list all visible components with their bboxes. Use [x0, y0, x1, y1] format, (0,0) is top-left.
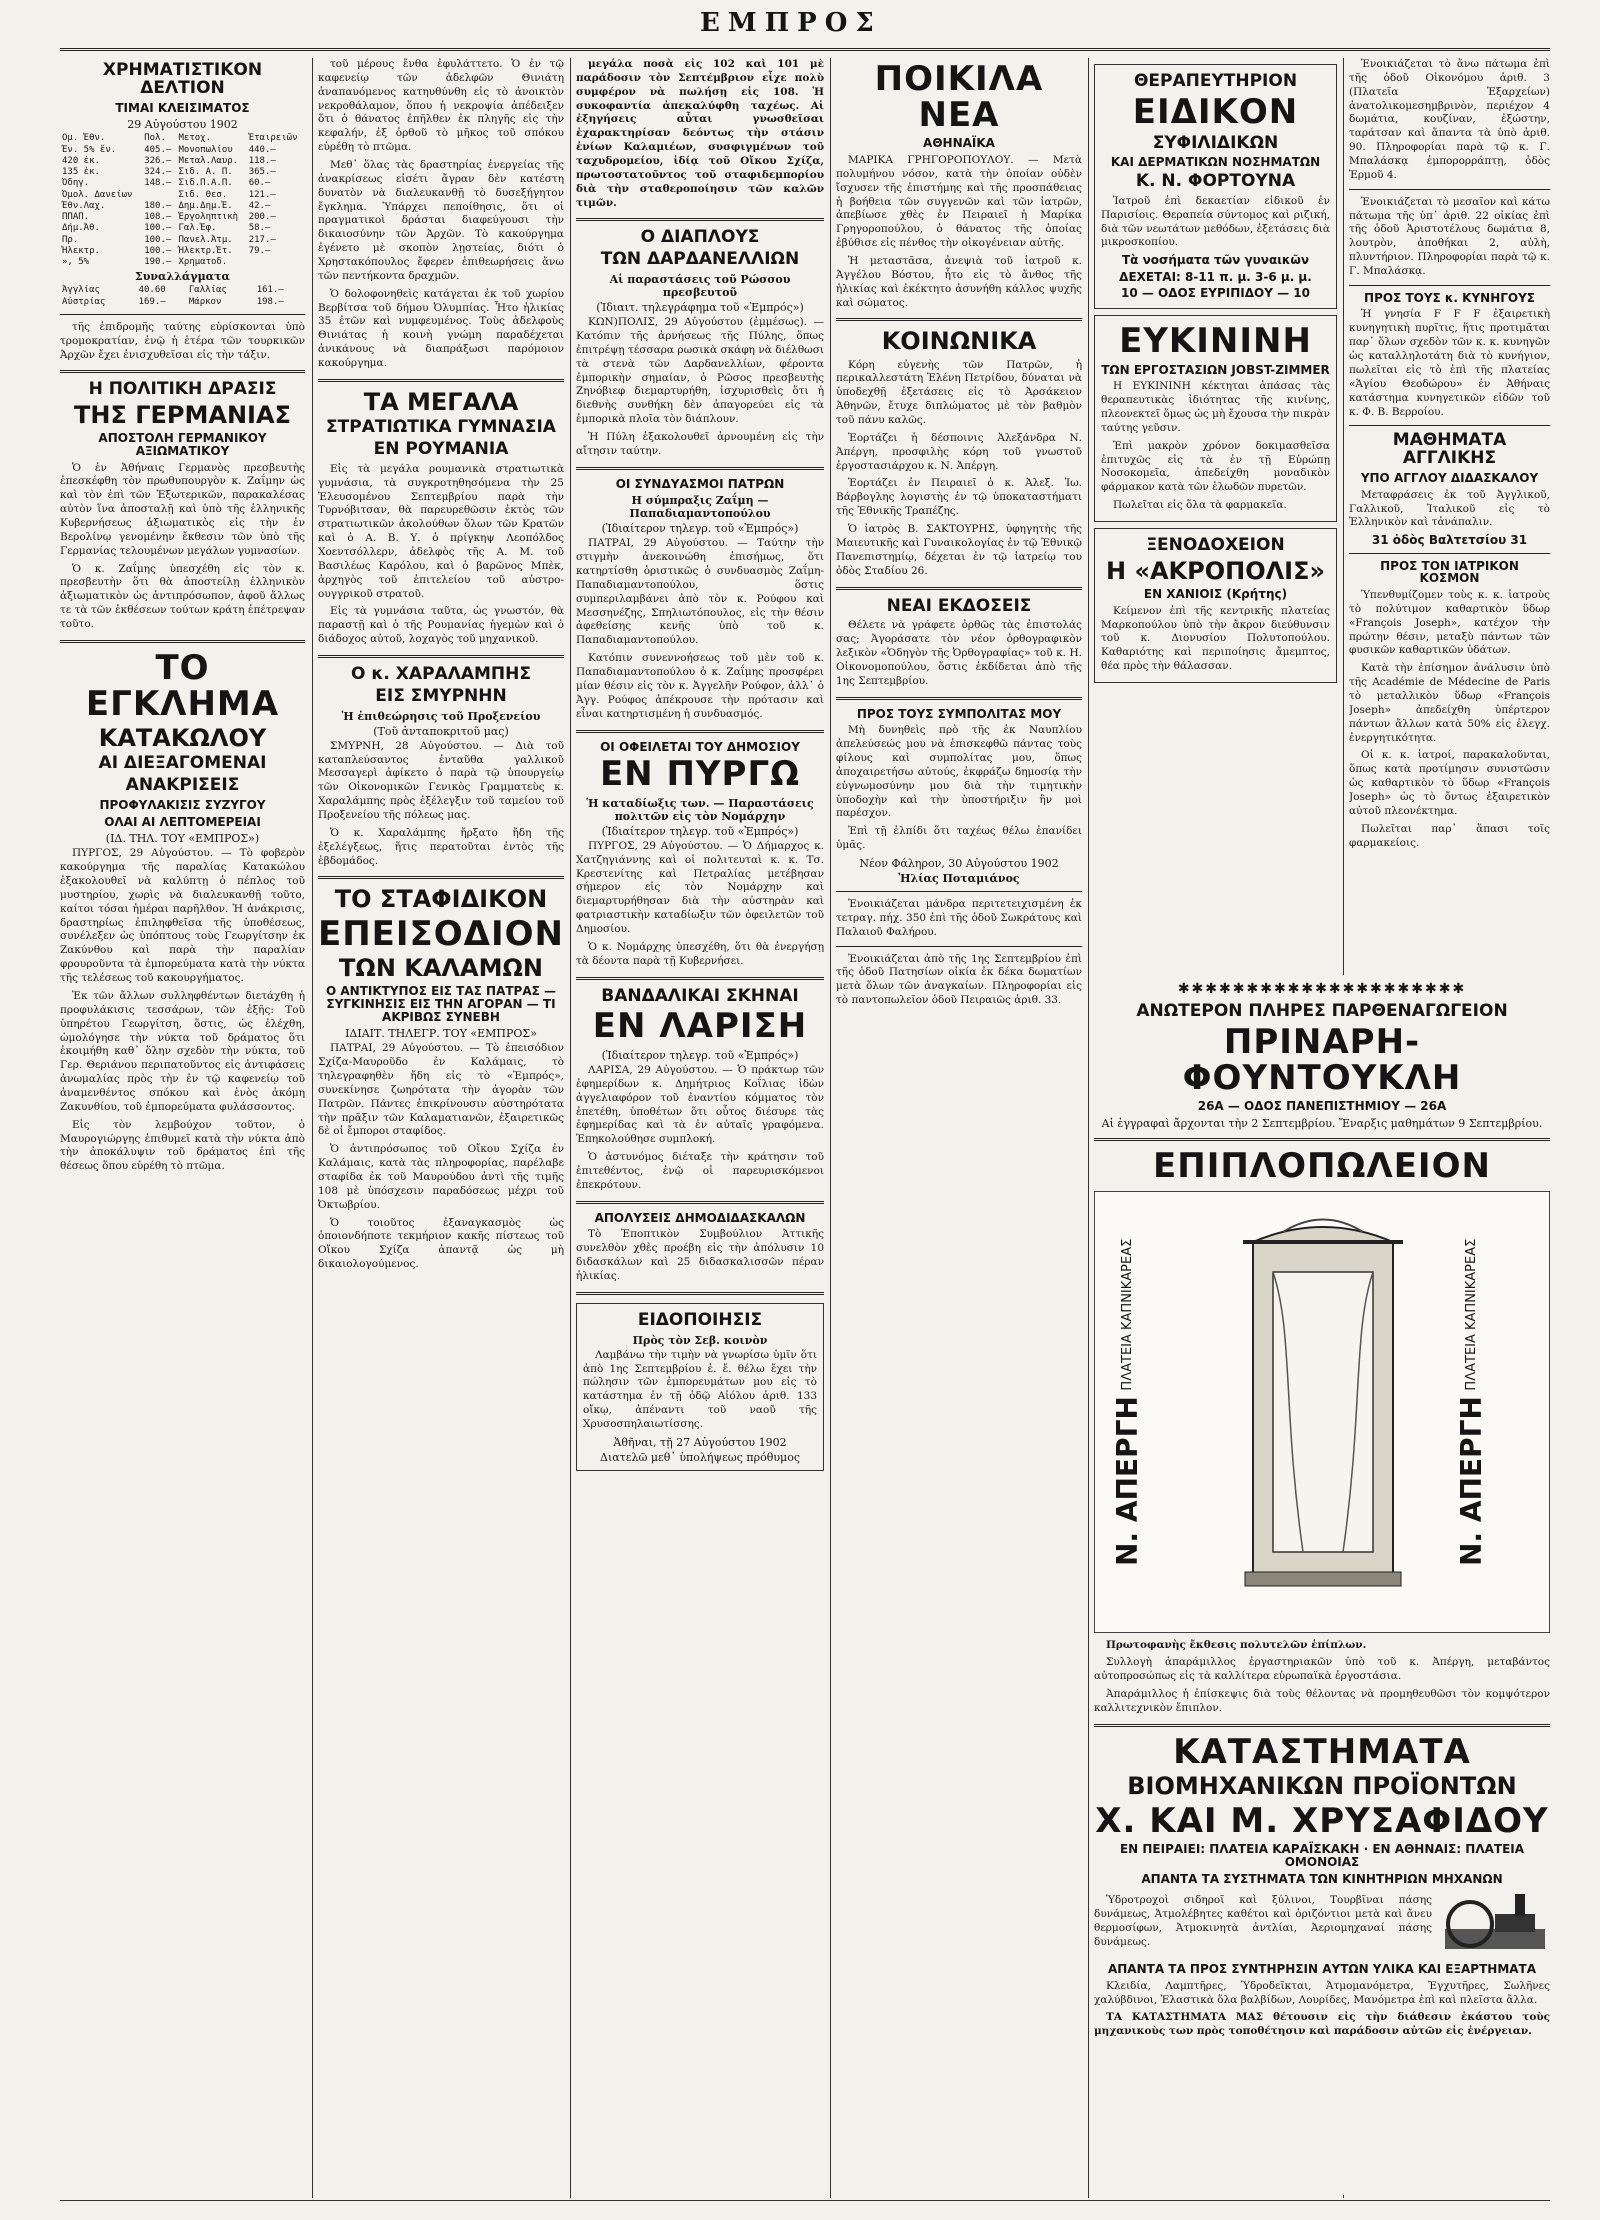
headline: Ο κ. ΧΑΡΑΛΑΜΠΗΣ: [350, 663, 531, 684]
table-header: Ομ. Ἐθν.: [62, 133, 106, 144]
divider: [576, 1201, 824, 1204]
divider: [60, 370, 305, 373]
article-text: ΚΩΝ)ΠΟΛΙΣ, 29 Αὐγούστου (ἐμμέσως). — Κατόπιν τῆς ἀρνήσεως τῆς Πύλης, ὅπως ἐπιτρέψῃ τέσσαρα ρωσικὰ σκάφη νὰ διέλθωσι τὰ στενὰ τῶν Δαρδανελλίων, φέροντα ἐμπορικὴν σημαίαν, ὁ Ρῶσος πρεσβευτὴς Ζηνόβιεφ διεμαρτυρήθη, ἰσχυρισθεὶς ὅτι ἡ διεθνὴς συνθήκη δὲν ἀπαγορεύει εἰς τὰ ἐμπορικὰ πλοῖα τὸν διάπλουν.: [576, 316, 824, 426]
masthead: [60, 6, 1550, 51]
divider: [836, 891, 1082, 892]
table-cell: 200.—: [248, 212, 276, 223]
article-text: Ὁ κ. Νομάρχης ὑπεσχέθη, ὅτι θὰ ἐνεργήσῃ τὰ δέοντα παρὰ τῇ Κυβερνήσει.: [576, 940, 824, 967]
ad-address: 31 ὁδὸς Βαλτετσίου 31: [1371, 533, 1528, 548]
article-text: Ὁ κ. Ζαΐμης ὑπεσχέθη εἰς τὸν κ. πρεσβευτὴν ὅτι θὰ ἀποστείλῃ ἑλληνικὸν ἀξιωματικὸν ὡς ἀντιπρόσωπον, ἀφοῦ ἄλλως τε τὰ τῶν ἐκθέσεων τούτων κράτη ἐπέτρεψαν τοῦτο.: [60, 562, 305, 631]
table-cell: Χρηματοδ.: [178, 257, 228, 268]
table-cell: 365.—: [248, 167, 276, 178]
table-header: Μετοχ.: [178, 133, 212, 144]
divider: [576, 218, 824, 221]
ad-text: Κλειδία, Λαμπτῆρες, Ὑδροδεῖκται, Ἀτμομανόμετρα, Ἐγχυτῆρες, Σωλῆνες χαλύβδινοι, Ἐλαστικὰ ὅλα βαλβίδων, Λουρίδες, Μανόμετρα ἐπὶ καὶ πλεῖστα ἄλλα.: [1094, 1979, 1550, 2006]
subheadline: ΕΝ ΧΑΝΙΟΙΣ (Κρήτης): [1143, 587, 1288, 602]
article-text: Ὁ κ. Χαραλάμπης ἤρξατο ἤδη τῆς ἐξελέγξεως, ἥτις περατοῦται ἐντὸς τῆς ἑβδομάδος.: [318, 826, 564, 867]
divider: [318, 655, 564, 658]
table-cell: Πρ.: [62, 234, 79, 245]
table-cell: 100.—: [144, 245, 172, 256]
table-cell: Ἐν. 5% ἔν.: [62, 144, 117, 155]
ad-text: Ἡ γνησία F F F ἐξαιρετικὴ κυνηγητικὴ πυρῖτις, ἥτις προτιμᾶται παρ᾽ ὅλων σχεδὸν τῶν κ. κ. κυνηγῶν ὡς καταλληλοτάτη διὰ τὸ κυνήγιον, πωλεῖται εἰς τὸ ἐπὶ τῆς πλατείας «Ἁγίου Θεοδώρου» ἐν Ἀθήναις κατάστημα κυνηγετικῶν εἰδῶν τοῦ κ. Φ. Β. Βερροίου.: [1349, 308, 1550, 418]
article-text: Ὁ ἰατρὸς Β. ΣΑΚΤΟΥΡΗΣ, ὑφηγητὴς τῆς Μαιευτικῆς καὶ Γυναικολογίας ἐν τῷ Ἐθνικῷ Πανεπιστημίῳ, δέχεται ἐν τῷ ἰατρείῳ του ὁδὸς Σταδίου 26.: [836, 523, 1082, 577]
classified-ad: Ἐνοικιάζεται ἀπὸ τῆς 1ης Σεπτεμβρίου ἐπὶ τῆς ὁδοῦ Πατησίων οἰκία ἐκ δέκα δωματίων μετὰ ὅλων τῶν ἀναγκαίων. Πληροφορίαι εἰς τὸ παντοπωλεῖον ὁδοῦ Πειραιῶς ἀριθ. 33.: [836, 952, 1082, 1007]
ad-address: 10 — ΟΔΟΣ ΕΥΡΙΠΙΔΟΥ — 10: [1120, 286, 1310, 301]
column-rule: [830, 58, 831, 2198]
article-text: ΠΥΡΓΟΣ, 29 Αὐγούστου. — Τὸ φοβερὸν κακούργημα τῆς παραλίας Κατακώλου ἐξακολουθεῖ νὰ καλύπτῃ ὁ πέπλος τοῦ μυστηρίου, χωρὶς νὰ διαλευκανθῇ τοῦτο, καίτοι τόσαι ἡμέραι παρῆλθον. Ἡ ἀνάκρισις, δραστηρίως ἐπιληφθεῖσα τῆς ὑποθέσεως, συνέλεξεν ὡς ὑπόπτους τοὺς Γεωργίτσην ἐκ Ζακύνθου καὶ παρὰ τὴν παραλίαν φρουροῦντα τὰ ἐμπορεύματα κατὰ τὴν νύκτα τῆς τελέσεως τοῦ κακουργήματος.: [60, 847, 305, 985]
article-text: ΣΜΥΡΝΗ, 28 Αὐγούστου. — Διὰ τοῦ καταπλεύσαντος ἐνταῦθα γαλλικοῦ Μεσσαγερὶ ἀφίκετο ὁ παρὰ τῷ ὑπουργείῳ τῶν Οἰκονομικῶν Γενικὸς Γραμματεὺς κ. Χαραλάμπης πρὸς ἐξέλεγξιν τοῦ ταμείου τοῦ Προξενείου τῆς πόλεως μας.: [318, 739, 564, 821]
table-cell: Ὀδηγ.: [62, 178, 90, 189]
headline: Χ. ΚΑΙ Μ. ΧΡΥΣΑΦΙΔΟΥ: [1095, 1800, 1549, 1841]
divider: [1094, 1138, 1550, 1141]
table-row: [60, 285, 305, 296]
table-cell: Δήμ.Ἀθ.: [62, 223, 100, 234]
table-cell: Ἀγγλίας: [62, 285, 100, 296]
source-line: (Ἰδιαίτερον τηλεγρ. τοῦ «Ἐμπρός»): [601, 522, 799, 536]
article-text: Ὁ ἀστυνόμος διέταξε τὴν κράτησιν τοῦ ἐπιτεθέντος, ἐνῷ οἱ παρευρισκόμενοι ἐπεκρότουν.: [576, 1151, 824, 1191]
divider: [576, 467, 824, 470]
headline: ΒΑΝΔΑΛΙΚΑΙ ΣΚΗΝΑΙ: [601, 985, 799, 1006]
divider: [576, 977, 824, 980]
source-line: (ΙΔ. ΤΗΛ. ΤΟΥ «ΕΜΠΡΟΣ»): [105, 832, 260, 846]
column-2: [318, 58, 564, 2198]
table-cell: 121.—: [248, 189, 276, 200]
notice-date: Νέον Φάληρον, 30 Αὐγούστου 1902: [859, 856, 1059, 870]
headline: ΟΙ ΣΥΝΔΥΑΣΜΟΙ ΠΑΤΡΩΝ: [615, 476, 785, 491]
headline: ΕΠΙΠΛΟΠΩΛΕΙΟΝ: [1153, 1145, 1491, 1186]
table-row: [60, 201, 305, 212]
table-row: [60, 235, 305, 246]
divider: [576, 730, 824, 733]
subheadline: ΥΠΟ ΑΓΓΛΟΥ ΔΙΔΑΣΚΑΛΟΥ: [1360, 471, 1539, 486]
table-cell: Δημ.Δημ.Ἐ.: [178, 200, 233, 211]
headline: ΚΑΤΑΣΤΗΜΑΤΑ: [1173, 1731, 1471, 1772]
side-label: [1111, 1232, 1191, 1572]
shop-name: Ν. ΑΠΕΡΓΗ: [1111, 1395, 1144, 1566]
article-text: Ἡ Πύλη ἐξακολουθεῖ ἀρνουμένη εἰς τὴν αἴτησιν ταύτην.: [576, 431, 824, 457]
headline: ΠΡΟΣ ΤΟΥΣ κ. ΚΥΝΗΓΟΥΣ: [1364, 290, 1535, 305]
table-cell: 58.—: [248, 223, 271, 234]
headline: Ο ΔΙΑΠΛΟΥΣ: [640, 227, 760, 248]
exchange-table: [60, 285, 305, 308]
article-text: Εἰς τὰ γυμνάσια ταῦτα, ὡς γνωστόν, θὰ παραστῇ καὶ ὁ τῆς Ρουμανίας ἡγεμὼν καὶ ὁ διάδοχος αὐτοῦ, λοχαγὸς τοῦ μηχανικοῦ.: [318, 605, 564, 646]
column-1: [60, 58, 305, 2198]
table-cell: 324.—: [144, 167, 172, 178]
ad-text: Κείμενον ἐπὶ τῆς κεντρικῆς πλατείας Μαρκοπούλου ὑπὸ τὴν ἄκρον διεύθυνσιν τοῦ κ. Διονυσίου Πολυτοπούλου. Καθαριότης καὶ περιποίησις ἄμεμπτος, θέα πρὸς τὴν θάλασσαν.: [1101, 604, 1330, 673]
table-cell: Σιδ. Θεσ.: [178, 189, 228, 200]
article-text: τοῦ μέρους ἔνθα ἐφυλάττετο. Ὁ ἐν τῷ καφενείῳ τῶν ἀδελφῶν Θινιάτη ἀναπαυόμενος κατηυθύνθη εἰς τὸ ἀνοικτὸν νεκροθάλαμον, ὅπου ἡ νεκροψία ἀπέδειξεν ὅτι ὁ θάνατος ἐπῆλθεν ἐκ πληγῆς εἰς τὴν κεφαλήν, ἐξ ὀρθοῦ τὸ μῆκος τοῦ σπόκου εὑρέθη τὸ πτῶμα.: [318, 58, 564, 154]
subheadline: Ἡ καταδίωξις των. — Παραστάσεις πολιτῶν εἰς τὸν Νομάρχην: [586, 796, 814, 823]
market-subtitle: ΤΙΜΑΙ ΚΛΕΙΣΙΜΑΤΟΣ: [115, 100, 250, 115]
ad-text: Πωλεῖται εἰς ὅλα τὰ φαρμακεῖα.: [1113, 499, 1287, 512]
shop-place: ΠΛΑΤΕΙΑ ΚΑΠΝΙΚΑΡΕΑΣ: [1120, 1237, 1135, 1390]
divider: [1349, 425, 1550, 426]
classified-ad: Ἐνοικιάζεται μάνδρα περιτετειχισμένη ἐκ τετραγ. πήχ. 350 ἐπὶ τῆς ὁδοῦ Σωκράτους καὶ Παλαιοῦ Φαλήρου.: [836, 897, 1082, 938]
headline: ΕΝ ΠΥΡΓΩ: [599, 754, 801, 795]
headline: ΠΡΙΝΑΡΗ-ΦΟΥΝΤΟΥΚΛΗ: [1182, 1021, 1462, 1098]
ad-text: Η ΕΥΚΙΝΙΝΗ κέκτηται ἁπάσας τὰς θεραπευτικὰς ἰδιότητας τῆς κινίνης, πλεονεκτεῖ ὅμως ὡς μὴ ἔχουσα τὴν πικρὰν ταύτης γεῦσιν.: [1101, 380, 1330, 434]
subheadline: ΟΛΑΙ ΑΙ ΛΕΠΤΟΜΕΡΕΙΑΙ: [104, 814, 261, 829]
headline: ΤΟ ΣΤΑΦΙΔΙΚΟΝ: [334, 885, 548, 914]
divider: [1349, 189, 1550, 190]
headline: ΠΟΙΚΙΛΑ ΝΕΑ: [874, 59, 1044, 135]
table-cell: 326.—: [144, 155, 172, 166]
table-cell: Σιδ.Π.Α.Π.: [178, 178, 233, 189]
subheadline: Τὰ νοσήματα τῶν γυναικῶν: [1121, 253, 1309, 268]
subheadline: ΑΠΑΝΤΑ ΤΑ ΠΡΟΣ ΣΥΝΤΗΡΗΣΙΝ ΑΥΤΩΝ ΥΛΙΚΑ ΚΑΙ ΕΞΑΡΤΗΜΑΤΑ: [1107, 1962, 1537, 1977]
table-cell: 100.—: [144, 223, 172, 234]
divider: [60, 640, 305, 643]
divider: [60, 314, 305, 315]
column-4: [836, 58, 1082, 2198]
table-cell: 79.—: [248, 245, 271, 256]
side-label: [1455, 1232, 1535, 1572]
source-line: (Τοῦ ἀνταποκριτοῦ μας): [373, 724, 509, 738]
subheadline: ΑΠΟΣΤΟΛΗ ΓΕΡΜΑΝΙΚΟΥ ΑΞΙΩΜΑΤΙΚΟΥ: [98, 431, 267, 458]
table-cell: 440.—: [248, 144, 276, 155]
table-row: [60, 167, 305, 178]
subheadline: ΑΝΑΚΡΙΣΕΙΣ: [125, 775, 240, 796]
table-cell: ΠΠΑΠ.: [62, 212, 90, 223]
subheadline: ΚΑΙ ΔΕΡΜΑΤΙΚΩΝ ΝΟΣΗΜΑΤΩΝ: [1110, 155, 1321, 170]
article-text: Ὁ τοιοῦτος ἐξαναγκασμὸς ὡς ὁποιονδήποτε τεκμήριον κακῆς πίστεως τοῦ Οἴκου Σχίζα ἀπαντᾷ ὡς μὴ δικαιολογούμενος.: [318, 1216, 564, 1271]
wide-ads: [1094, 975, 1550, 2195]
ad-text: Ἐπὶ μακρὸν χρόνον δοκιμασθεῖσα ἐπιτυχῶς εἰς τὰ ἐν τῇ Εὐρώπῃ Νοσοκομεῖα, ἀπεδείχθη μοναδικὸν φάρμακον κατὰ τῶν ἑλωδῶν πυρετῶν.: [1101, 439, 1330, 494]
divider: [318, 379, 564, 382]
ad-text: Μεταφράσεις ἐκ τοῦ Ἀγγλικοῦ, Γαλλικοῦ, Ἰταλικοῦ εἰς τὸ Ἑλληνικὸν καὶ τἀνάπαλιν.: [1349, 488, 1550, 529]
table-cell: 161.—: [256, 285, 284, 296]
headline: ΠΡΟΣ ΤΟΥΣ ΣΥΜΠΟΛΙΤΑΣ ΜΟΥ: [856, 706, 1062, 721]
column-3: [576, 58, 824, 2198]
table-row: [60, 178, 305, 189]
headline: ΣΥΦΙΛΙΔΙΚΩΝ: [1152, 132, 1279, 153]
subheadline: Ο ΑΝΤΙΚΤΥΠΟΣ ΕΙΣ ΤΑΣ ΠΑΤΡΑΣ — ΣΥΓΚΙΝΗΣΙΣ ΕΙΣ ΤΗΝ ΑΓΟΡΑΝ — ΤΙ ΑΚΡΙΒΩΣ ΣΥΝΕΒΗ: [325, 984, 556, 1024]
column-rule: [312, 58, 313, 2198]
table-cell: 180.—: [144, 200, 172, 211]
source-line: (Ἰδιαιτ. τηλεγράφημα τοῦ «Ἐμπρός»): [596, 301, 804, 315]
classified-ad: Ἐνοικιάζεται τὸ μεσαῖον καὶ κάτω πάτωμα τῆς ὑπ᾽ ἀριθ. 22 οἰκίας ἐπὶ τῆς ὁδοῦ Ἀριστοτέλους δωμάτια 8, λουτρὸν, ἀποθήκαι 2, αὐλὴ, πλυντήριον. Πληροφορίαι παρὰ τῷ κ. Γ. Μπαλάσκᾳ.: [1349, 195, 1550, 278]
medicine-ad: [1094, 315, 1337, 522]
headline: ΤΩΝ ΚΑΛΑΜΩΝ: [339, 954, 543, 983]
notice-date: Ἀθῆναι, τῇ 27 Αὐγούστου 1902: [613, 1435, 787, 1449]
divider: [836, 946, 1082, 947]
table-row: [60, 190, 305, 201]
furniture-illustration: [1094, 1191, 1550, 1633]
article-text: Εἰς τὰ μεγάλα ρουμανικὰ στρατιωτικὰ γυμνάσια, τὰ συγκροτηθησόμενα τὴν 25 Ἐλευσομένου Σεπτεμβρίου παρὰ τὴν Τυρνόβιτσαν, θὰ παρευρεθῶσιν ἐκτὸς τῶν στρατιωτικῶν ἀκολούθων ὅλων τῶν Κρατῶν καὶ ὁ Α. Β. Υ. ὁ πρίγκηψ Λεοπόλδος Χοεντσόλλερν, ἀδελφὸς τῆς Α. Μ. τοῦ Βασιλέως Καρόλου, καὶ ὁ βαρῶνος Μπὲκ, ἀρχηγὸς τοῦ ἐπιτελείου τοῦ αὐστρο-ουγγρικοῦ στρατοῦ.: [318, 462, 564, 600]
headline: ΕΙΔΙΚΟΝ: [1132, 91, 1299, 132]
source-line: ΙΔΙΑΙΤ. ΤΗΛΕΓΡ. ΤΟΥ «ΕΜΠΡΟΣ»: [345, 1027, 537, 1041]
headline: ΤΩΝ ΔΑΡΔΑΝΕΛΛΙΩΝ: [600, 249, 800, 270]
divider: [318, 876, 564, 879]
table-cell: Ἐργοληπτικὴ: [178, 212, 239, 223]
subheadline: Ἡ ἐπιθεώρησις τοῦ Προξενείου: [341, 709, 541, 723]
table-cell: Μεταλ.Λαυρ.: [178, 155, 239, 166]
headline: ΒΙΟΜΗΧΑΝΙΚΩΝ ΠΡΟΪΟΝΤΩΝ: [1127, 1772, 1517, 1801]
ad-text: Ἰατροῦ ἐπὶ δεκαετίαν εἰδικοῦ ἐν Παρισίοις. Θεραπεία σύντομος καὶ ριζική, διὰ τῶν νεωτάτων μεθόδων, ἐξετάσεις διὰ μικροσκοπίου.: [1101, 194, 1330, 249]
divider: [576, 1292, 824, 1295]
star-border: ✱✱✱✱✱✱✱✱✱✱✱✱✱✱✱✱✱✱✱✱✱: [1177, 981, 1467, 997]
table-cell: 190.—: [144, 257, 172, 268]
ad-hours: ΔΕΧΕΤΑΙ: 8-11 π. μ. 3-6 μ. μ.: [1119, 269, 1312, 284]
newspaper-name: ΕΜΠΡΟΣ: [700, 8, 882, 38]
ad-address: 26Α — ΟΔΟΣ ΠΑΝΕΠΙΣΤΗΜΙΟΥ — 26Α: [1197, 1099, 1447, 1114]
divider: [836, 587, 1082, 590]
ad-text: Ὑδροτροχοὶ σιδηροῖ καὶ ξύλινοι, Τουρβῖναι πάσης δυνάμεως, Ἀτμολέβητες καθέτοι καὶ ὁριζόντιοι μετὰ καὶ ἄνευ θερμοσίφων, Ἀτμοκινητὰ ἀντλίαι, Ἀεριομηχαναί πάσης δυνάμεως.: [1094, 1894, 1432, 1948]
market-date: 29 Αὐγούστου 1902: [127, 118, 238, 132]
headline: ΕΙΣ ΣΜΥΡΝΗΝ: [375, 685, 507, 706]
article-text: Ἐκ τῶν ἄλλων συλληφθέντων διετάχθη ἡ προφυλάκισις τεσσάρων, τῶν ἐξῆς: Τοῦ ὑπηρέτου Γεωργίτση, ὅστις, ὡς ἐλέχθη, ὡμολόγησε τὴν νύκτα τοῦ δράματος ὅτι ἐκοιμήθη καθ᾽ ὅλην σχεδὸν τὴν νύκτα, τοῦ Γερ. Θεριάνου περιπατοῦντος εἰς ἀντιφάσεις ἀνωμαλίας πρὸς τὴν ἐν τῷ καφενείῳ τοῦ ἀναμενθέντος σπόκου καὶ ἑνὸς ἀκόμη Ζακυνθίου, τοῦ ἐμπορεύματα φυλάσσοντος.: [60, 989, 305, 1113]
ad-text: Ὑπενθυμίζομεν τοὺς κ. κ. ἰατροὺς τὸ πολύτιμον καθαρτικὸν ὕδωρ «François Joseph», κατέχον τὴν πρώτην θέσιν, μεταξὺ πάντων τῶν φυσικῶν καθαρτικῶν ὑδάτων.: [1349, 589, 1550, 657]
article-text: Μεθ᾽ ὅλας τὰς δραστηρίας ἐνεργείας τῆς ἀνακρίσεως εἰσέτι ἄγραν δὲν κατέστη δυνατὸν νὰ διαλευκανθῇ τὸ δυσεξήγητον ἔγκλημα. Ὑπάρχει πεποίθησις, ὅτι οἱ πραγματικοὶ δράσται διαφεύγουσι τὴν δικαιοσύνην τῶν Ἀρχῶν. Τὸ κακούργημα ἐγένετο μὲ σκοπὸν λῃστείας, διότι ὁ Χρηστακόπουλος ἔφερεν ἐπιθεωρήσεις ἄνω τῶν πεντήκοντα δραχμῶν.: [318, 159, 564, 282]
table-cell: 148.—: [144, 178, 172, 189]
headline: ΘΕΡΑΠΕΥΤΗΡΙΟΝ: [1133, 71, 1298, 91]
column-rule: [570, 58, 571, 2198]
table-row: [60, 133, 305, 144]
subheadline: ΤΩΝ ΕΡΓΟΣΤΑΣΙΩΝ JOBST-ZIMMER: [1101, 362, 1330, 377]
article-text: Ὁ ἐν Ἀθήναις Γερμανὸς πρεσβευτὴς ἐπεσκέφθη τὸν πρωθυπουργὸν κ. Ζαΐμην ὡς καὶ τὸν ἐπὶ τῶν Ἐξωτερικῶν, παρακαλέσας αὐτὸν ἵνα ἀποσταλῇ καὶ ὑπὸ τῆς ἑλληνικῆς Κυβερνήσεως ἀξιωματικὸς εἰς τὴν ἐν Βερολίνῳ γενομένην ἔκθεσιν τῶν ὑπὸ τῆς Γερμανίας τελουμένων μεγάλων γυμνασίων.: [60, 461, 305, 557]
table-cell: », 5%: [62, 257, 90, 268]
table-cell: Ἠλεκτρ.: [62, 245, 100, 256]
subheadline: ΑΠΑΝΤΑ ΤΑ ΣΥΣΤΗΜΑΤΑ ΤΩΝ ΚΙΝΗΤΗΡΙΩΝ ΜΗΧΑΝΩΝ: [1141, 1871, 1503, 1886]
article-text: ΠΥΡΓΟΣ, 29 Αὐγούστου. — Ὁ Δήμαρχος κ. Χατζηγιάννης καὶ οἱ πολιτευταὶ κ. κ. Τσ. Κρεστενίτης καὶ Πετραλίας μετέβησαν σήμερον εἰς τὸν Νομάρχην καὶ διεμαρτυρήθησαν διὰ τὴν αὐστηρὰν καὶ φατριαστικὴν καταδίωξιν τῶν ὀφειλετῶν τοῦ Δημοσίου.: [576, 839, 824, 935]
article-text: μεγάλα ποσὰ εἰς 102 καὶ 101 μὲ παράδοσιν τὸν Σεπτέμβριον εἶχε πολὺ συμφέρον νὰ πωλήσῃ εἰς 108. Ἡ συκοφαντία ἀπεκαλύφθη ταχέως. Αἱ ἐξηγήσεις αὗται γνωσθεῖσαι ἐχαρακτηρίσαν δεόντως τὴν στάσιν ἐνίων Καλαμιέων, συσφιγμένων τοῦ ταχυδρομείου, ἰδίᾳ τοῦ Οἴκου Σχίζα, πρωτοστατοῦντος τοῦ σταφιδεμπορίου διὰ τὴν σταθεροποίησιν τῶν καλῶν τιμῶν.: [576, 58, 824, 209]
article-text: ΜΑΡΙΚΑ ΓΡΗΓΟΡΟΠΟΥΛΟΥ. — Μετὰ πολυμήνου νόσον, κατὰ τὴν ὁποίαν οὐδὲν ἴσχυσεν τῆς ἐπιστήμης καὶ τῆς προσπάθειας ἡ βοήθεια τῶν συγγενῶν καὶ τῶν ἰατρῶν, ἀπεβίωσε χθὲς ἐν Πειραιεῖ ἡ Μαρίκα Γρηγοροπούλου, ὁ θάνατος τῆς ὁποίας ἐβύθισε εἰς πένθος τὴν οἰκογένειαν αὐτῆς.: [836, 153, 1082, 250]
shop-name: Ν. ΑΠΕΡΓΗ: [1455, 1395, 1488, 1566]
market-title: ΧΡΗΜΑΤΙΣΤΙΚΟΝ ΔΕΛΤΙΟΝ: [102, 60, 263, 98]
subheadline: Κ. Ν. ΦΟΡΤΟΥΝΑ: [1135, 170, 1296, 191]
headline: ΑΝΩΤΕΡΟΝ ΠΛΗΡΕΣ ΠΑΡΘΕΝΑΓΩΓΕΙΟΝ: [1136, 1001, 1508, 1021]
divider: [1349, 553, 1550, 554]
ad-text: Οἱ κ. κ. ἰατροί, παρακαλοῦνται, ὅπως κατὰ προτίμησιν συνιστῶσιν ὡς καθαρτικὸν τὸ ὕδωρ «François Joseph» ὡς τὸ ὄντως ἐξαιρετικὸν αὐτοῦ πλεονέκτημα.: [1349, 749, 1550, 817]
divider: [1094, 1724, 1550, 1727]
table-row: [60, 212, 305, 223]
article-text: Τὸ Ἐποπτικὸν Συμβούλιον Ἀττικῆς συνελθὸν χθὲς προέβη εἰς τὴν ἀπόλυσιν 10 διδασκάλων καὶ 25 διδασκαλισσῶν πέραν ἡλικίας.: [576, 1228, 824, 1282]
divider: [1349, 285, 1550, 286]
page-bottom-rule: [60, 2200, 1550, 2201]
table-cell: [247, 257, 305, 268]
headline: ΜΑΘΗΜΑΤΑ ΑΓΓΛΙΚΗΣ: [1392, 430, 1507, 469]
article-text: τῆς ἐπιδρομῆς ταύτης εὑρίσκονται ὑπὸ τρομοκρατίαν, ἐνῷ ἡ ἑτέρα τῶν τουρκικῶν Ἀρχῶν ἔχει ἐνισχυθεῖσαι εἰς τὴν τάξιν.: [60, 320, 305, 361]
headline: ΟΙ ΟΦΕΙΛΕΤΑΙ ΤΟΥ ΔΗΜΟΣΙΟΥ: [600, 739, 800, 754]
table-cell: Ἐθν.Λαχ.: [62, 200, 106, 211]
wardrobe-icon: [1223, 1212, 1423, 1612]
headline: ΕΝ ΛΑΡΙΣΗ: [592, 1006, 808, 1047]
ad-text: Συλλογὴ ἀπαράμιλλος ἐργαστηριακῶν ὑπὸ τοῦ κ. Ἀπέργη, μεταβάντος αὐτοπροσώπως εἰς τὰ καλλίτερα εὐρωπαϊκὰ ἐργοστάσια.: [1094, 1656, 1550, 1683]
table-cell: 118.—: [248, 155, 276, 166]
table-cell: [142, 190, 176, 201]
table-cell: Αὐστρίας: [62, 296, 106, 307]
table-cell: 420 ἐκ.: [62, 155, 100, 166]
ad-text: Πρωτοφανὴς ἔκθεσις πολυτελῶν ἐπίπλων.: [1106, 1638, 1367, 1651]
clinic-ad: [1094, 64, 1337, 309]
steam-engine-icon: [1440, 1889, 1550, 1959]
headline: Η ΠΟΛΙΤΙΚΗ ΔΡΑΣΙΣ: [88, 379, 277, 400]
article-text: Ἡ μεταστᾶσα, ἀνεψιὰ τοῦ ἰατροῦ κ. Ἀγγέλου Βόστου, ἦτο εἰς τὸ ἄνθος τῆς ἡλικίας καὶ ἐκέκτητο ἀσυνήθη κάλλος ψυχῆς καὶ σώματος.: [836, 254, 1082, 309]
ad-text: Κατὰ τὴν ἐπίσημον ἀνάλυσιν ὑπὸ τῆς Académie de Médecine de Paris τὸ μεταλλικὸν ὕδωρ «François Joseph» ἀπεδείχθη ὑπέρτερον πάντων ἄλλων κατὰ 50% εἰς ἐλεγχ. ἐνεργητικότητα.: [1349, 662, 1550, 744]
notice-signature: Ἠλίας Ποταμιάνος: [898, 871, 1020, 885]
table-cell: 42.—: [248, 200, 271, 211]
article-text: ΛΑΡΙΣΑ, 29 Αὐγούστου. — Ὁ πράκτωρ τῶν ἐφημερίδων κ. Δημήτριος Κοΐλιας ἰδὼν ἀγγελιαφόρον τοῦ ἐναντίου κόμματος τὸν ἐπετέθη, ὑποθέτων ὅτι οὗτος διέσυρε τὰς ἐφημερίδας καὶ τὰ ἐν αὐταῖς γραφόμενα. Ἐπηκολούθησε συμπλοκή.: [576, 1064, 824, 1146]
article-text: Ὁ δολοφονηθεὶς κατάγεται ἐκ τοῦ χωρίου Βερβίτσα τοῦ δήμου Ὀλυμπίας. Ἦτο ἡλικίας 35 ἐτῶν καὶ νυμφευμένος. Τοὺς ἀδελφοὺς Θινιάτας ἡ κοινὴ γνώμη παραδέχεται ἀνικάνους νὰ διαπράξωσι παρόμοιον κακούργημα.: [318, 287, 564, 370]
table-cell: 217.—: [248, 234, 276, 245]
subheadline: Η σύμπραξις Ζαΐμη — Παπαδιαμαντοπούλου: [629, 494, 771, 521]
table-cell: Γαλ.Ἐφ.: [178, 223, 217, 234]
article-text: ΠΑΤΡΑΙ, 29 Αὐγούστου. — Τὸ ἐπεισόδιον Σχίζα-Μαυροῦδο ἐν Καλάμαις, τὸ τηλεγραφηθὲν ἤδη εἰς τὸ «Ἐμπρός», συνεκίνησε ζωηρότατα τὴν ἀγορὰν τῶν Πατρῶν. Πάντες ἐπικρίνουσιν αὐστηρότατα τὴν πρᾶξιν τῶν Καλαματιανῶν, ἐξαιρετικῶς δὲ οἱ ἔμποροι σταφίδος.: [318, 1042, 564, 1138]
table-row: [60, 297, 305, 308]
headline: ΠΡΟΣ ΤΟΝ ΙΑΤΡΙΚΟΝ ΚΟΣΜΟΝ: [1380, 558, 1519, 586]
subheadline: Αἱ παραστάσεις τοῦ Ρώσσου πρεσβευτοῦ: [609, 273, 791, 300]
subheadline: ΑΙ ΔΙΕΞΑΓΟΜΕΝΑΙ: [98, 753, 267, 774]
table-cell: Πανελ.Ἀτμ.: [178, 234, 233, 245]
headline: ΚΑΤΑΚΩΛΟΥ: [98, 724, 267, 753]
headline: ΑΠΟΛΥΣΕΙΣ ΔΗΜΟΔΙΔΑΣΚΑΛΩΝ: [594, 1210, 806, 1225]
table-cell: Μονοπωλίου: [178, 144, 233, 155]
notice-signature: Διατελῶ μεθ᾽ ὑπολήψεως πρόθυμος: [600, 1450, 800, 1464]
classified-ad: Ἐνοικιάζεται τὸ ἄνω πάτωμα ἐπὶ τῆς ὁδοῦ Οἰκονόμου ἀριθ. 3 (Πλατεῖα Ἐξαρχείων) ἀνατολικομεσημβρινὸν, περιέχον 4 δωμάτια, κουζίναν, ἐξώστην, ταράτσαν καὶ ἅπαντα τὰ ὑπὸ ἀριθ. 90. Πληροφορίαι παρὰ τῷ κ. Γ. Μπαλάσκᾳ ἐμπορορράπτῃ, ὁδὸς Ἑρμοῦ 4.: [1349, 58, 1550, 181]
table-cell: Ἠλεκτρ.Ἐτ.: [178, 245, 233, 256]
table-row: [60, 156, 305, 167]
table-cell: 60.—: [248, 178, 271, 189]
table-cell: 169.—: [138, 296, 166, 307]
article-text: Λαμβάνω τὴν τιμὴν νὰ γνωρίσω ὑμῖν ὅτι ἀπὸ 1ης Σεπτεμβρίου ἐ. ἔ. θέλω ἔχει τὴν πώλησιν τῶν ἐμπορευμάτων μου εἰς τὸ κατάστημα ἐν τῇ ὁδῷ Αἰόλου ἀριθ. 133 οἴκῳ, ἀπέναντι τοῦ ναοῦ τῆς Χρυσοσπηλαιωτίσσης.: [583, 1348, 817, 1430]
article-text: Ἐπὶ τῇ ἐλπίδι ὅτι ταχέως θέλω ἐπανίδει ὑμᾶς.: [836, 825, 1082, 852]
source-line: (Ἰδιαίτερον τηλεγρ. τοῦ «Ἐμπρός»): [601, 824, 799, 838]
divider: [836, 697, 1082, 700]
subheadline: ΕΝ ΠΕΙΡΑΙΕΙ: ΠΛΑΤΕΙΑ ΚΑΡΑΪΣΚΑΚΗ · ΕΝ ΑΘΗΝΑΙΣ: ΠΛΑΤΕΙΑ ΟΜΟΝΟΙΑΣ: [1119, 1842, 1525, 1869]
ad-text: Ἀπαράμιλλος ἡ ἐπίσκεψις διὰ τοὺς θέλοντας νὰ προμηθευθῶσι τὸν κομψότερον καλλιτεχνικὸν ἔπιπλον.: [1094, 1688, 1550, 1714]
hotel-ad: [1094, 528, 1337, 683]
article-text: Εἰς τὸν λεμβούχον τοῦτον, ὁ Μαυρογιώργης ἐπιθυμεῖ κατὰ τὴν νύκτα ἀπὸ τὴν ἀποκάλυψιν τοῦ δράματος ἐπὶ τῆς θέσεως ὅπου εὑρέθη τὸ πτῶμα.: [60, 1118, 305, 1173]
article-text: Κόρη εὐγενὴς τῶν Πατρῶν, ἡ περικαλλεστάτη Ἑλένη Πετρίδου, δύναται νὰ ὑποδεχθῇ ἐξετάσεις εἰς τὸ Ἀρσάκειον Ἀθηνῶν, ἔτυχε διπλώματος μὲ τὸν βαθμὸν τοῦ πάνυ καλῶς.: [836, 358, 1082, 427]
column-6: [1349, 58, 1550, 963]
subheadline: Πρὸς τὸν Σεβ. κοινὸν: [632, 1333, 768, 1347]
table-cell: Γαλλίας: [188, 285, 227, 296]
article-text: ΠΑΤΡΑΙ, 29 Αὐγούστου. — Ταύτην τὴν στιγμὴν ἀνεκοινώθη ἐπισήμως, ὅτι κατηρτίσθη ὁριστικῶς ὁ συνδυασμὸς Ζαΐμη-Παπαδιαμαντοπούλου, ὅστις συμπεριλαμβάνει ἀπὸ τὸν κ. Ρούφου καὶ Μεσσηνέζης, Σπηλιωτόπουλος, εἰς τὴν θέσιν ἀφεθείσης κενῆς ὑπὸ τοῦ κ. Παπαδιαμαντοπούλου.: [576, 537, 824, 647]
divider: [836, 318, 1082, 321]
notice-ad: [576, 1303, 824, 1471]
table-row: [60, 223, 305, 234]
column-rule: [1088, 58, 1089, 2198]
exchange-title: Συναλλάγματα: [134, 270, 231, 284]
headline: ΕΥΚΙΝΙΝΗ: [1119, 321, 1312, 362]
table-row: [60, 246, 305, 257]
table-header: Ἐταιρειῶν: [248, 133, 298, 144]
headline: ΕΙΔΟΠΟΙΗΣΙΣ: [637, 1309, 763, 1330]
subheadline: ΠΡΟΦΥΛΑΚΙΣΙΣ ΣΥΖΥΓΟΥ: [99, 798, 266, 813]
ad-text: Πωλεῖται παρ᾽ ἅπασι τοῖς φαρμακείοις.: [1349, 822, 1550, 849]
table-cell: Ὀμολ. Δανείων: [62, 189, 133, 200]
table-row: [60, 145, 305, 156]
article-text: Ἑορτάζει ἡ δέσποινις Ἀλεξάνδρα Ν. Ἀπέργη, προσφιλὴς κόρη τοῦ γνωστοῦ ἐργοστασιάρχου κ. Ν. Ἀπέργη.: [836, 431, 1082, 472]
table-cell: 198.—: [256, 296, 284, 307]
headline: ΤΟ ΕΓΚΛΗΜΑ: [85, 647, 280, 724]
headline: ΤΗΣ ΓΕΡΜΑΝΙΑΣ: [74, 401, 291, 430]
shop-place: ΠΛΑΤΕΙΑ ΚΑΠΝΙΚΑΡΕΑΣ: [1464, 1237, 1479, 1390]
table-row: [60, 257, 305, 268]
ad-text: ΤΑ ΚΑΤΑΣΤΗΜΑΤΑ ΜΑΣ θέτουσιν εἰς τὴν διάθεσιν ἑκάστου τοὺς μηχανικοὺς των πρὸς τοποθέτησιν καὶ παράδοσιν αὐτῶν εἰς ἐνέργειαν.: [1094, 2011, 1550, 2038]
article-text: Μὴ δυνηθεὶς πρὸ τῆς ἐκ Ναυπλίου ἀπελεύσεώς μου νὰ ἐπισκεφθῶ πάντας τοὺς φίλους καὶ συμπολίτας μου, ὅπως ἀποχαιρετήσω αὐτούς, ἐκφράζω δημοσίᾳ τὴν εὐγνωμοσύνην μου διὰ τὴν τιμητικὴν ὑποδοχὴν καὶ τὴν ὑποστήριξιν ἣν μοὶ παρέσχον.: [836, 724, 1082, 820]
table-cell: 40.60: [138, 285, 166, 296]
subheadline: ΑΘΗΝΑΪΚΑ: [923, 136, 995, 151]
headline: ΣΤΡΑΤΙΩΤΙΚΑ ΓΥΜΝΑΣΙΑ: [326, 417, 556, 438]
headline: ΤΑ ΜΕΓΑΛΑ: [363, 387, 519, 416]
article-text: Ἑορτάζει ἐν Πειραιεῖ ὁ κ. Ἀλεξ. Ἰω. Βάρβογλης λογιστὴς ἐν τῷ ὑποκαταστήματι τῆς Ἐθνικῆς Τραπέζης.: [836, 477, 1082, 518]
table-cell: 108.—: [144, 212, 172, 223]
table-cell: Σιδ. Α. Π.: [178, 167, 233, 178]
table-cell: 100.—: [144, 234, 172, 245]
table-cell: 405.—: [144, 144, 172, 155]
subheadline: ΕΝ ΡΟΥΜΑΝΙΑ: [373, 438, 509, 459]
table-header: Πολ.: [144, 133, 166, 144]
source-line: (Ἰδιαίτερον τηλεγρ. τοῦ «Ἐμπρός»): [601, 1049, 799, 1063]
ad-text: Αἱ ἐγγραφαὶ ἄρχονται τὴν 2 Σεπτεμβρίου. Ἔναρξις μαθημάτων 9 Σεπτεμβρίου.: [1101, 1116, 1543, 1130]
headline: Η «ΑΚΡΟΠΟΛΙΣ»: [1106, 556, 1325, 585]
headline: ΝΕΑΙ ΕΚΔΟΣΕΙΣ: [886, 595, 1032, 616]
article-text: Κατόπιν συνεννοήσεως τοῦ μὲν τοῦ κ. Παπαδιαμαντοπούλου ὁ κ. Ζαΐμης προσφέρει μίαν θέσιν εἰς τὸν κ. Ἀγγελῆν Ρούφον, ἀλλ᾽ ὁ Ἀγγ. Ρούφος ἀπέκρουσε τὴν πρότασιν καὶ εἶναι κατηρτισμένη ἡ συνδυασμός.: [576, 652, 824, 720]
table-cell: Μάρκον: [188, 296, 222, 307]
table-cell: 135 ἐκ.: [62, 167, 100, 178]
headline: ΕΠΕΙΣΟΔΙΟΝ: [318, 913, 564, 954]
article-text: Θέλετε νὰ γράφετε ὀρθῶς τὰς ἐπιστολάς σας; Ἀγοράσατε τὸν νέον ὀρθογραφικὸν λεξικὸν «Ὁδηγὸν τῆς Ὀρθογραφίας» τοῦ κ. Η. Οἰκονομοπούλου, ὅστις ἐκδίδεται ἀπὸ τῆς 1ης Σεπτεμβρίου.: [836, 619, 1082, 687]
article-text: Ὁ ἀντιπρόσωπος τοῦ Οἴκου Σχίζα ἐν Καλάμαις, κατὰ τὰς πληροφορίας, παρέλαβε σταφίδα ἐκ τοῦ Μαυρούδου ἀντὶ τῆς τιμῆς 108 μὲ ὑπόσχεσιν παραδόσεως μέχρι τοῦ Ὀκτωβρίου.: [318, 1143, 564, 1211]
headline: ΞΕΝΟΔΟΧΕΙΟΝ: [1146, 535, 1285, 556]
headline: ΚΟΙΝΩΝΙΚΑ: [881, 327, 1037, 356]
quotes-table: [60, 133, 305, 268]
